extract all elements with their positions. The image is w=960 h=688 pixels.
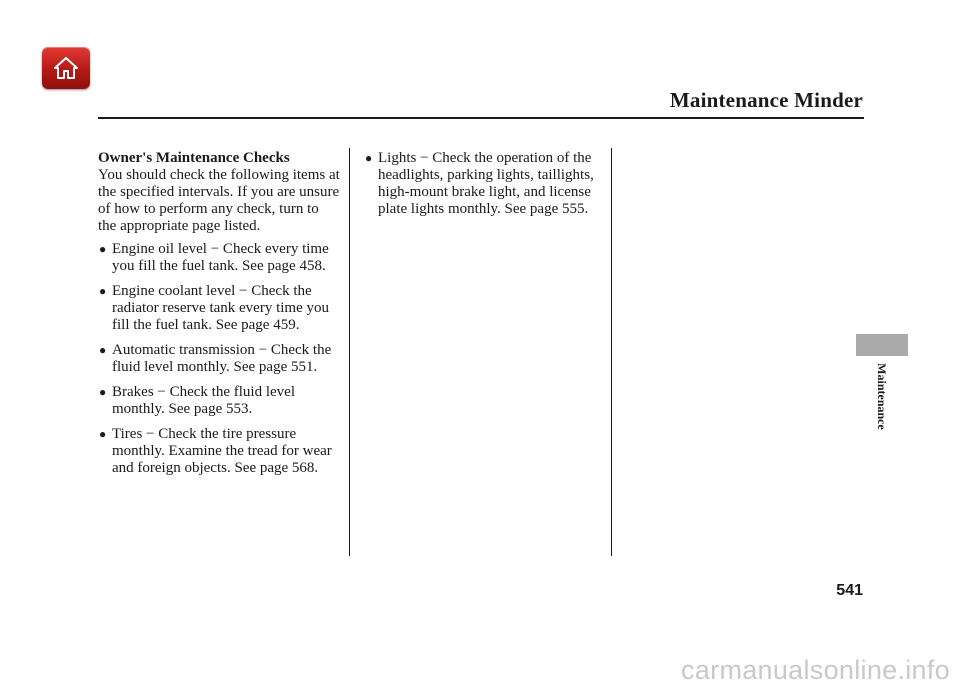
page-title: Maintenance Minder (669, 88, 863, 112)
bullet-icon: ● (99, 427, 107, 441)
watermark: carmanualsonline.info (681, 655, 950, 685)
section-tab[interactable] (856, 334, 908, 356)
column-divider (611, 148, 612, 556)
header-divider (98, 117, 864, 119)
list-item (98, 342, 340, 376)
list-item-text: Lights − Check the operation of the headlights, parking lights, taillights, high-mount brake light, and license plate lights monthly. See page 555. (378, 150, 594, 217)
bullet-icon: ● (99, 284, 107, 298)
list-item-text: Engine oil level − Check every time you fill the fuel tank. See page 458. (112, 241, 329, 274)
page-number: 541 (836, 582, 863, 599)
checks-list (98, 241, 340, 477)
list-item (364, 150, 600, 218)
list-item (98, 241, 340, 275)
column-divider (349, 148, 350, 556)
home-icon (52, 55, 80, 81)
home-button[interactable] (42, 47, 90, 89)
column-left (98, 150, 340, 485)
list-item (98, 426, 340, 477)
section-tab-label-wrap (874, 356, 888, 436)
list-item (98, 283, 340, 334)
bullet-icon: ● (99, 343, 107, 357)
bullet-icon: ● (99, 242, 107, 256)
list-item-text: Automatic transmission − Check the fluid level monthly. See page 551. (112, 342, 332, 375)
list-item (98, 384, 340, 418)
list-item-text: Tires − Check the tire pressure monthly. Examine the tread for wear and foreign objects. See page 568. (112, 426, 332, 476)
intro-paragraph: You should check the following items at the specified intervals. If you are unsure of how to perform any check, turn to the appropriate page listed. (98, 167, 340, 234)
list-item-text: Engine coolant level − Check the radiator reserve tank every time you fill the fuel tank. See page 459. (112, 283, 329, 333)
column-middle (364, 150, 600, 226)
section-tab-label: Maintenance (874, 363, 889, 430)
section-heading: Owner's Maintenance Checks (98, 150, 290, 166)
bullet-icon: ● (99, 385, 107, 399)
bullet-icon: ● (365, 151, 373, 165)
list-item-text: Brakes − Check the fluid level monthly. See page 553. (112, 384, 295, 417)
